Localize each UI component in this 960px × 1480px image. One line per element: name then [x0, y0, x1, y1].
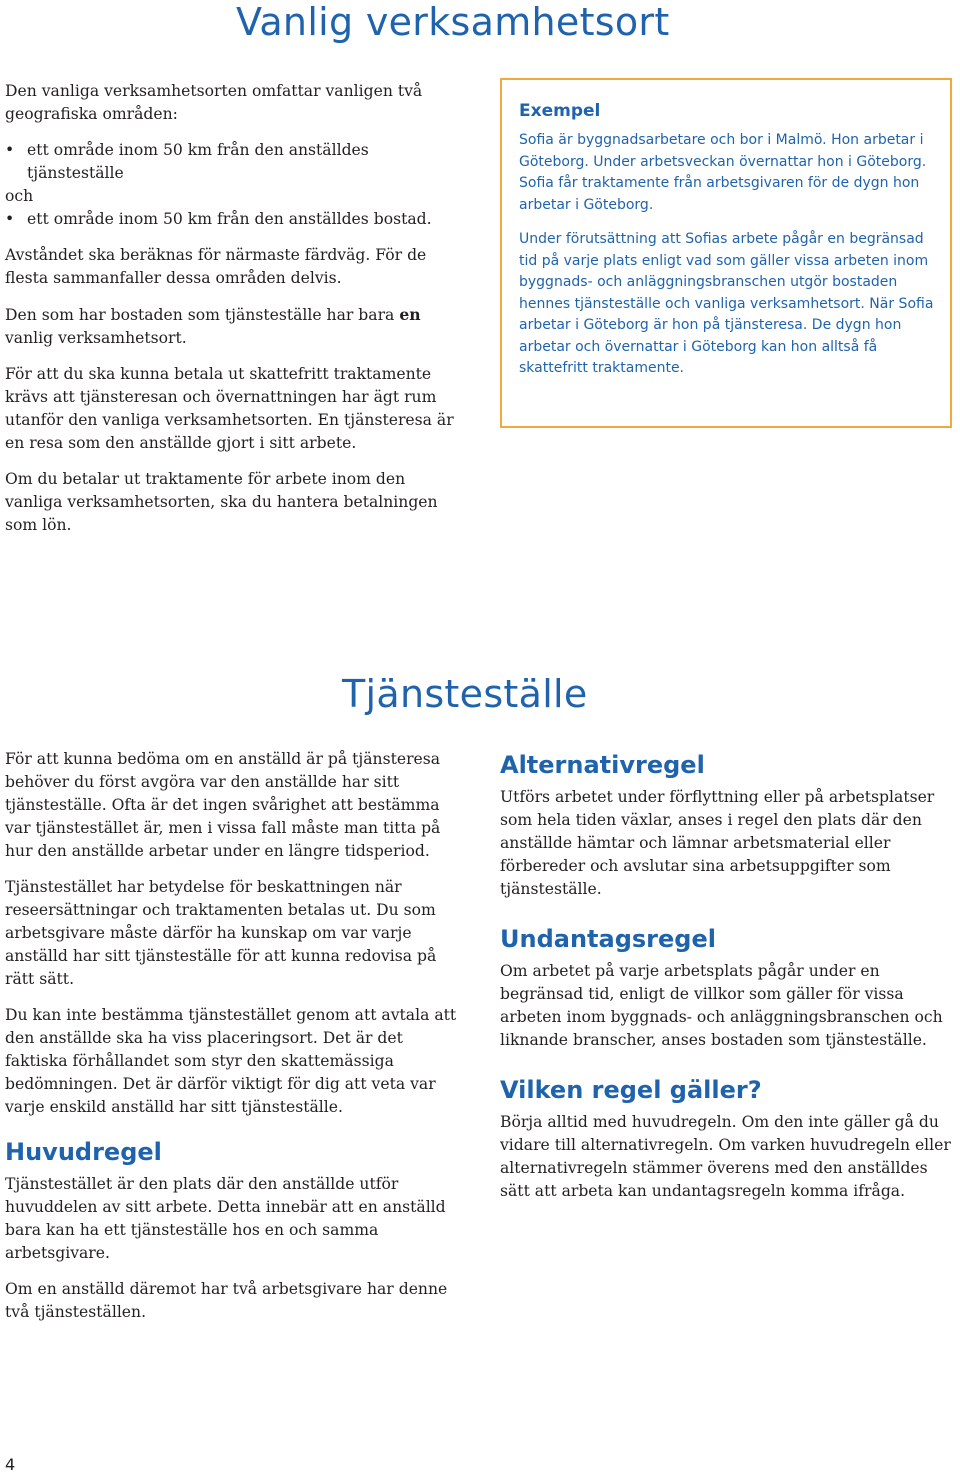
paragraph: Om du betalar ut traktamente för arbete inom den vanliga verksamhetsorten, ska du hantera betalningen som lön. [5, 470, 438, 534]
vanlig-verksamhetsort-text [5, 80, 465, 550]
paragraph: Du kan inte bestämma tjänstestället genom att avtala att den anställde ska ha viss placeringsort. Det är det faktiska förhållandet som styr den skattemässiga bedömningen. Det är därför viktigt för dig att veta var varje enskild anställd har sitt tjänsteställe. [5, 1006, 457, 1116]
paragraph: Utförs arbetet under förflyttning eller på arbetsplatser som hela tiden växlar, anses i regel den plats där den anställde hämtar och lämnar arbetsmaterial eller förbereder och avslutar sina arbetsuppgifter som tjänsteställe. [500, 788, 935, 898]
list-item-text: ett område inom 50 km från den anställdes bostad. [27, 210, 432, 228]
tjanstestalle-left-column [5, 748, 460, 1337]
paragraph-text: vanlig verksamhetsort. [5, 329, 187, 347]
paragraph: Om en anställd däremot har två arbetsgivare har denne två tjänsteställen. [5, 1280, 448, 1321]
example-paragraph: Under förutsättning att Sofias arbete pågår en begränsad tid på varje plats enligt vad som gäller vissa arbeten inom byggnads- och anläggningsbranschen utgör bostaden hennes tjänsteställe och vanliga verksamhetsort. När Sofia arbetar i Göteborg är hon på tjänsteresa. De dygn hon arbetar och övernattar i Göteborg kan hon alltså få skattefritt traktamente. [519, 231, 934, 376]
paragraph: För att du ska kunna betala ut skattefritt traktamente krävs att tjänsteresan och övernattningen har ägt rum utanför den vanliga verksamhetsorten. En tjänsteresa är en resa som den anställde gjort i sitt arbete. [5, 365, 454, 452]
example-box [500, 78, 952, 428]
alternativregel-heading: Alternativregel [500, 751, 705, 779]
huvudregel-heading: Huvudregel [5, 1138, 162, 1166]
example-heading: Exempel [519, 101, 601, 121]
undantagsregel-heading: Undantagsregel [500, 925, 716, 953]
paragraph-text: Den som har bostaden som tjänsteställe har bara [5, 306, 400, 324]
list-item [5, 139, 465, 208]
list-item-text: ett område inom 50 km från den anställdes tjänsteställe [27, 141, 369, 182]
paragraph: För att kunna bedöma om en anställd är på tjänsteresa behöver du först avgöra var den anställde har sitt tjänsteställe. Ofta är det ingen svårighet att bestämma var tjänstestället är, men i vissa fall måste man titta på hur den anställde arbetar under en längre tidsperiod. [5, 750, 441, 860]
page-number: 4 [5, 1455, 16, 1474]
paragraph: Börja alltid med huvudregeln. Om den inte gäller gå du vidare till alternativregeln. Om varken huvudregeln eller alternativregeln stämmer överens med den anställdes sätt att arbeta kan undantagsregeln komma ifråga. [500, 1113, 951, 1200]
conjunction-text: och [5, 187, 34, 205]
paragraph: Avståndet ska beräknas för närmaste färdväg. För de flesta sammanfaller dessa områden delvis. [5, 246, 427, 287]
paragraph: Tjänstestället är den plats där den anställde utför huvuddelen av sitt arbete. Detta innebär att en anställd bara kan ha ett tjänsteställe hos en och samma arbetsgivare. [5, 1175, 446, 1262]
paragraph: Tjänstestället har betydelse för beskattningen när reseersättningar och traktamenten betalas ut. Du som arbetsgivare måste därför ha kunskap om var varje anställd har sitt tjänsteställe för att kunna redovisa på rätt sätt. [5, 878, 437, 988]
section-title-vanlig-verksamhetsort: Vanlig verksamhetsort [236, 0, 670, 44]
bullet-icon: • [5, 141, 15, 159]
bullet-icon: • [5, 210, 15, 228]
vilken-regel-heading: Vilken regel gäller? [500, 1076, 762, 1104]
tjanstestalle-right-column [500, 748, 952, 1216]
emphasis-text: en [399, 305, 421, 324]
intro-paragraph: Den vanliga verksamhetsorten omfattar vanligen två geografiska områden: [5, 82, 423, 123]
example-paragraph: Sofia är byggnadsarbetare och bor i Malmö. Hon arbetar i Göteborg. Under arbetsveckan övernattar hon i Göteborg. Sofia får traktamente från arbetsgivaren för de dygn hon arbetar i Göteborg. [519, 132, 927, 213]
section-title-tjanstestalle: Tjänsteställe [342, 672, 588, 716]
area-list [5, 139, 465, 231]
paragraph [5, 303, 465, 350]
paragraph: Om arbetet på varje arbetsplats pågår under en begränsad tid, enligt de villkor som gäller för vissa arbeten inom byggnads- och anläggningsbranschen och liknande branscher, anses bostaden som tjänsteställe. [500, 962, 943, 1049]
list-item [5, 208, 465, 231]
